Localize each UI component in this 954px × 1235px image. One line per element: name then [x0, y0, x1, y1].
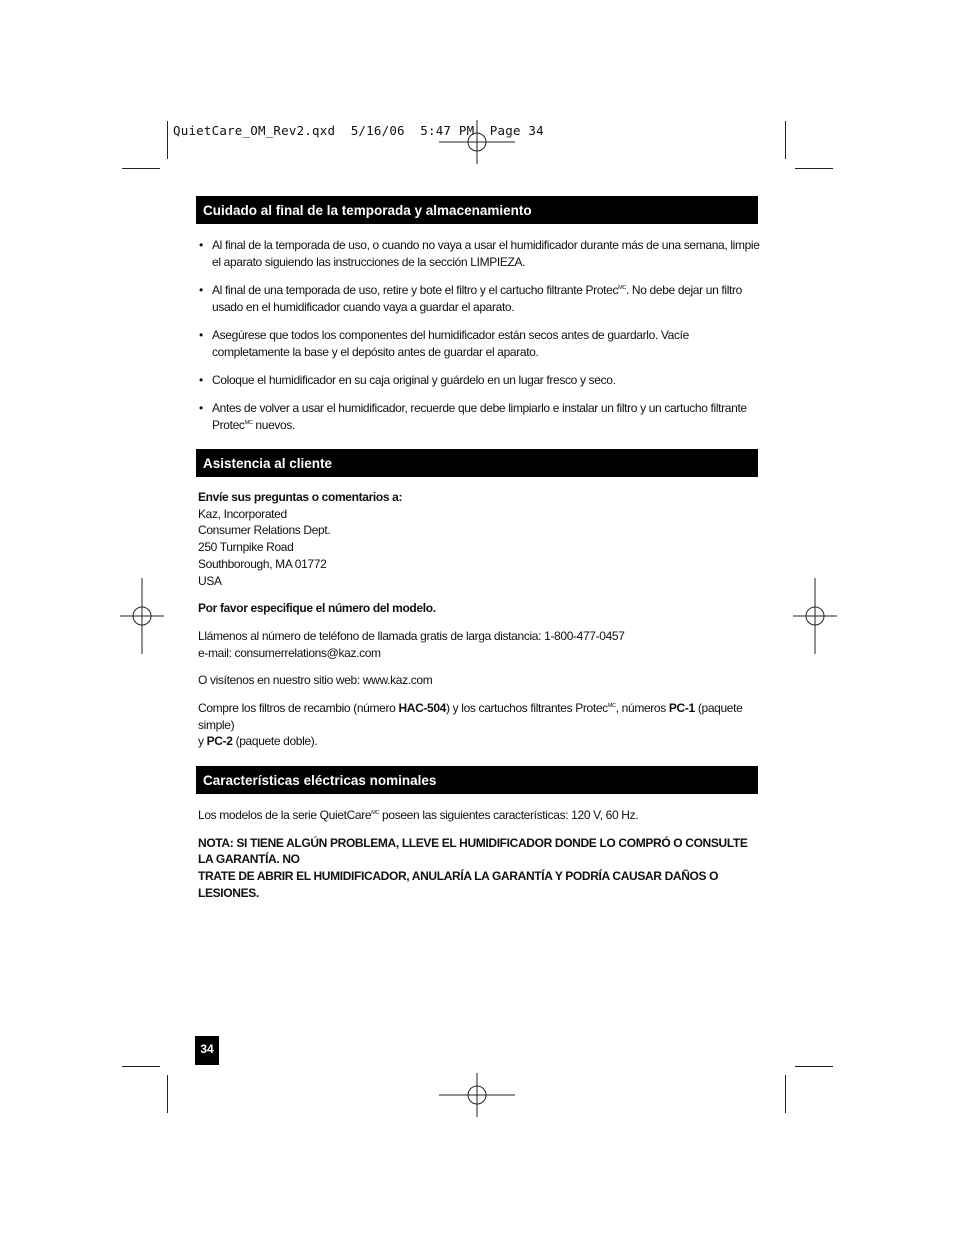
model-note: Por favor especifique el número del modelo.: [198, 601, 436, 616]
crop-mark-top-left-horizontal: [122, 168, 160, 169]
slug-page: Page 34: [489, 123, 544, 138]
replacement-filters-line-2: y PC-2 (paquete doble).: [198, 734, 318, 749]
trademark-mark: MC: [244, 420, 253, 426]
care-bullet-list: [196, 237, 766, 445]
model-pc-2: PC-2: [206, 734, 233, 749]
section-heading-electrical: Características eléctricas nominales: [196, 766, 758, 794]
customer-service-block: [198, 489, 758, 750]
warning-note: TRATE DE ABRIR EL HUMIDIFICADOR, ANULARÍA LA GARANTÍA Y PODRÍA CAUSAR DAÑOS O LESIONES.: [198, 869, 719, 900]
slug-date: 5/16/06: [350, 123, 405, 138]
slug-time: 5:47 PM: [420, 123, 475, 138]
registration-mark-right-icon: [793, 578, 837, 654]
electrical-spec-line: Los modelos de la serie QuietCare$^{MC}$ poseen las siguientes características: 120 V, 60 Hz.: [198, 808, 639, 822]
crop-mark-bottom-right-horizontal: [795, 1066, 833, 1067]
registration-mark-top-icon: [439, 120, 515, 164]
crop-mark-bottom-right-vertical: [785, 1075, 786, 1113]
list-item: • Coloque el humidificador en su caja original y guárdelo en un lugar fresco y seco.: [196, 372, 766, 389]
trademark-mark: MC: [618, 285, 626, 291]
warning-note: NOTA: SI TIENE ALGÚN PROBLEMA, LLEVE EL HUMIDIFICADOR DONDE LO COMPRÓ O CONSULTE LA GARANTÍA. NO: [198, 835, 748, 867]
phone-line: Llámenos al número de teléfono de llamada gratis de larga distancia: 1-800-477-0457: [198, 628, 625, 643]
crop-mark-bottom-left-vertical: [167, 1075, 168, 1113]
registration-mark-bottom-icon: [439, 1073, 515, 1117]
section-heading-customer-service: Asistencia al cliente: [196, 449, 758, 477]
address-line: USA: [198, 573, 222, 588]
trademark-mark: MC: [607, 703, 616, 710]
list-item: • Al final de una temporada de uso, retire y bote el filtro y el cartucho filtrante Protec$^{MC}$. No debe dejar un filtro usado en el humidificador cuando vaya a guardar el aparato.: [196, 282, 766, 316]
address-line: 250 Turnpike Road: [198, 540, 294, 555]
registration-mark-left-icon: [120, 578, 164, 654]
slug-filename: QuietCare_OM_Rev2.qxd: [173, 123, 336, 138]
electrical-block: [198, 807, 758, 902]
crop-mark-top-right-horizontal: [795, 168, 833, 169]
replacement-filters-line: Compre los filtros de recambio (número HAC-504) y los cartuchos filtrantes Protec$^{MC}$, números PC-1 (paquete simple): [198, 701, 743, 732]
address-line: Consumer Relations Dept.: [198, 523, 331, 538]
crop-mark-top-right-vertical: [785, 121, 786, 159]
send-label: Envíe sus preguntas o comentarios a:: [198, 490, 403, 504]
website-line: O visítenos en nuestro sitio web: www.kaz.com: [198, 673, 433, 688]
crop-mark-top-left-vertical: [167, 121, 168, 159]
list-item: • Asegúrese que todos los componentes del humidificador están secos antes de guardarlo. Vacíe completamente la base y el depósito antes de guardar el aparato.: [196, 327, 766, 361]
email-line: e-mail: consumerrelations@kaz.com: [198, 645, 381, 660]
model-hac-504: HAC-504: [398, 701, 447, 716]
page-number: 34: [195, 1036, 219, 1065]
crop-mark-bottom-left-horizontal: [122, 1066, 160, 1067]
list-item: • Antes de volver a usar el humidificador, recuerde que debe limpiarlo e instalar un filtro y un cartucho filtrante Protec$^{MC}$ nuevos.: [196, 400, 766, 434]
trademark-mark: MC: [371, 810, 380, 816]
address-line: Kaz, Incorporated: [198, 506, 287, 521]
address-line: Southborough, MA 01772: [198, 556, 327, 571]
list-item: • Al final de la temporada de uso, o cuando no vaya a usar el humidificador durante más de una semana, limpie el aparato siguiendo las instrucciones de la sección LIMPIEZA.: [196, 237, 766, 271]
model-pc-1: PC-1: [668, 701, 695, 716]
section-heading-care: Cuidado al final de la temporada y almacenamiento: [196, 196, 758, 224]
